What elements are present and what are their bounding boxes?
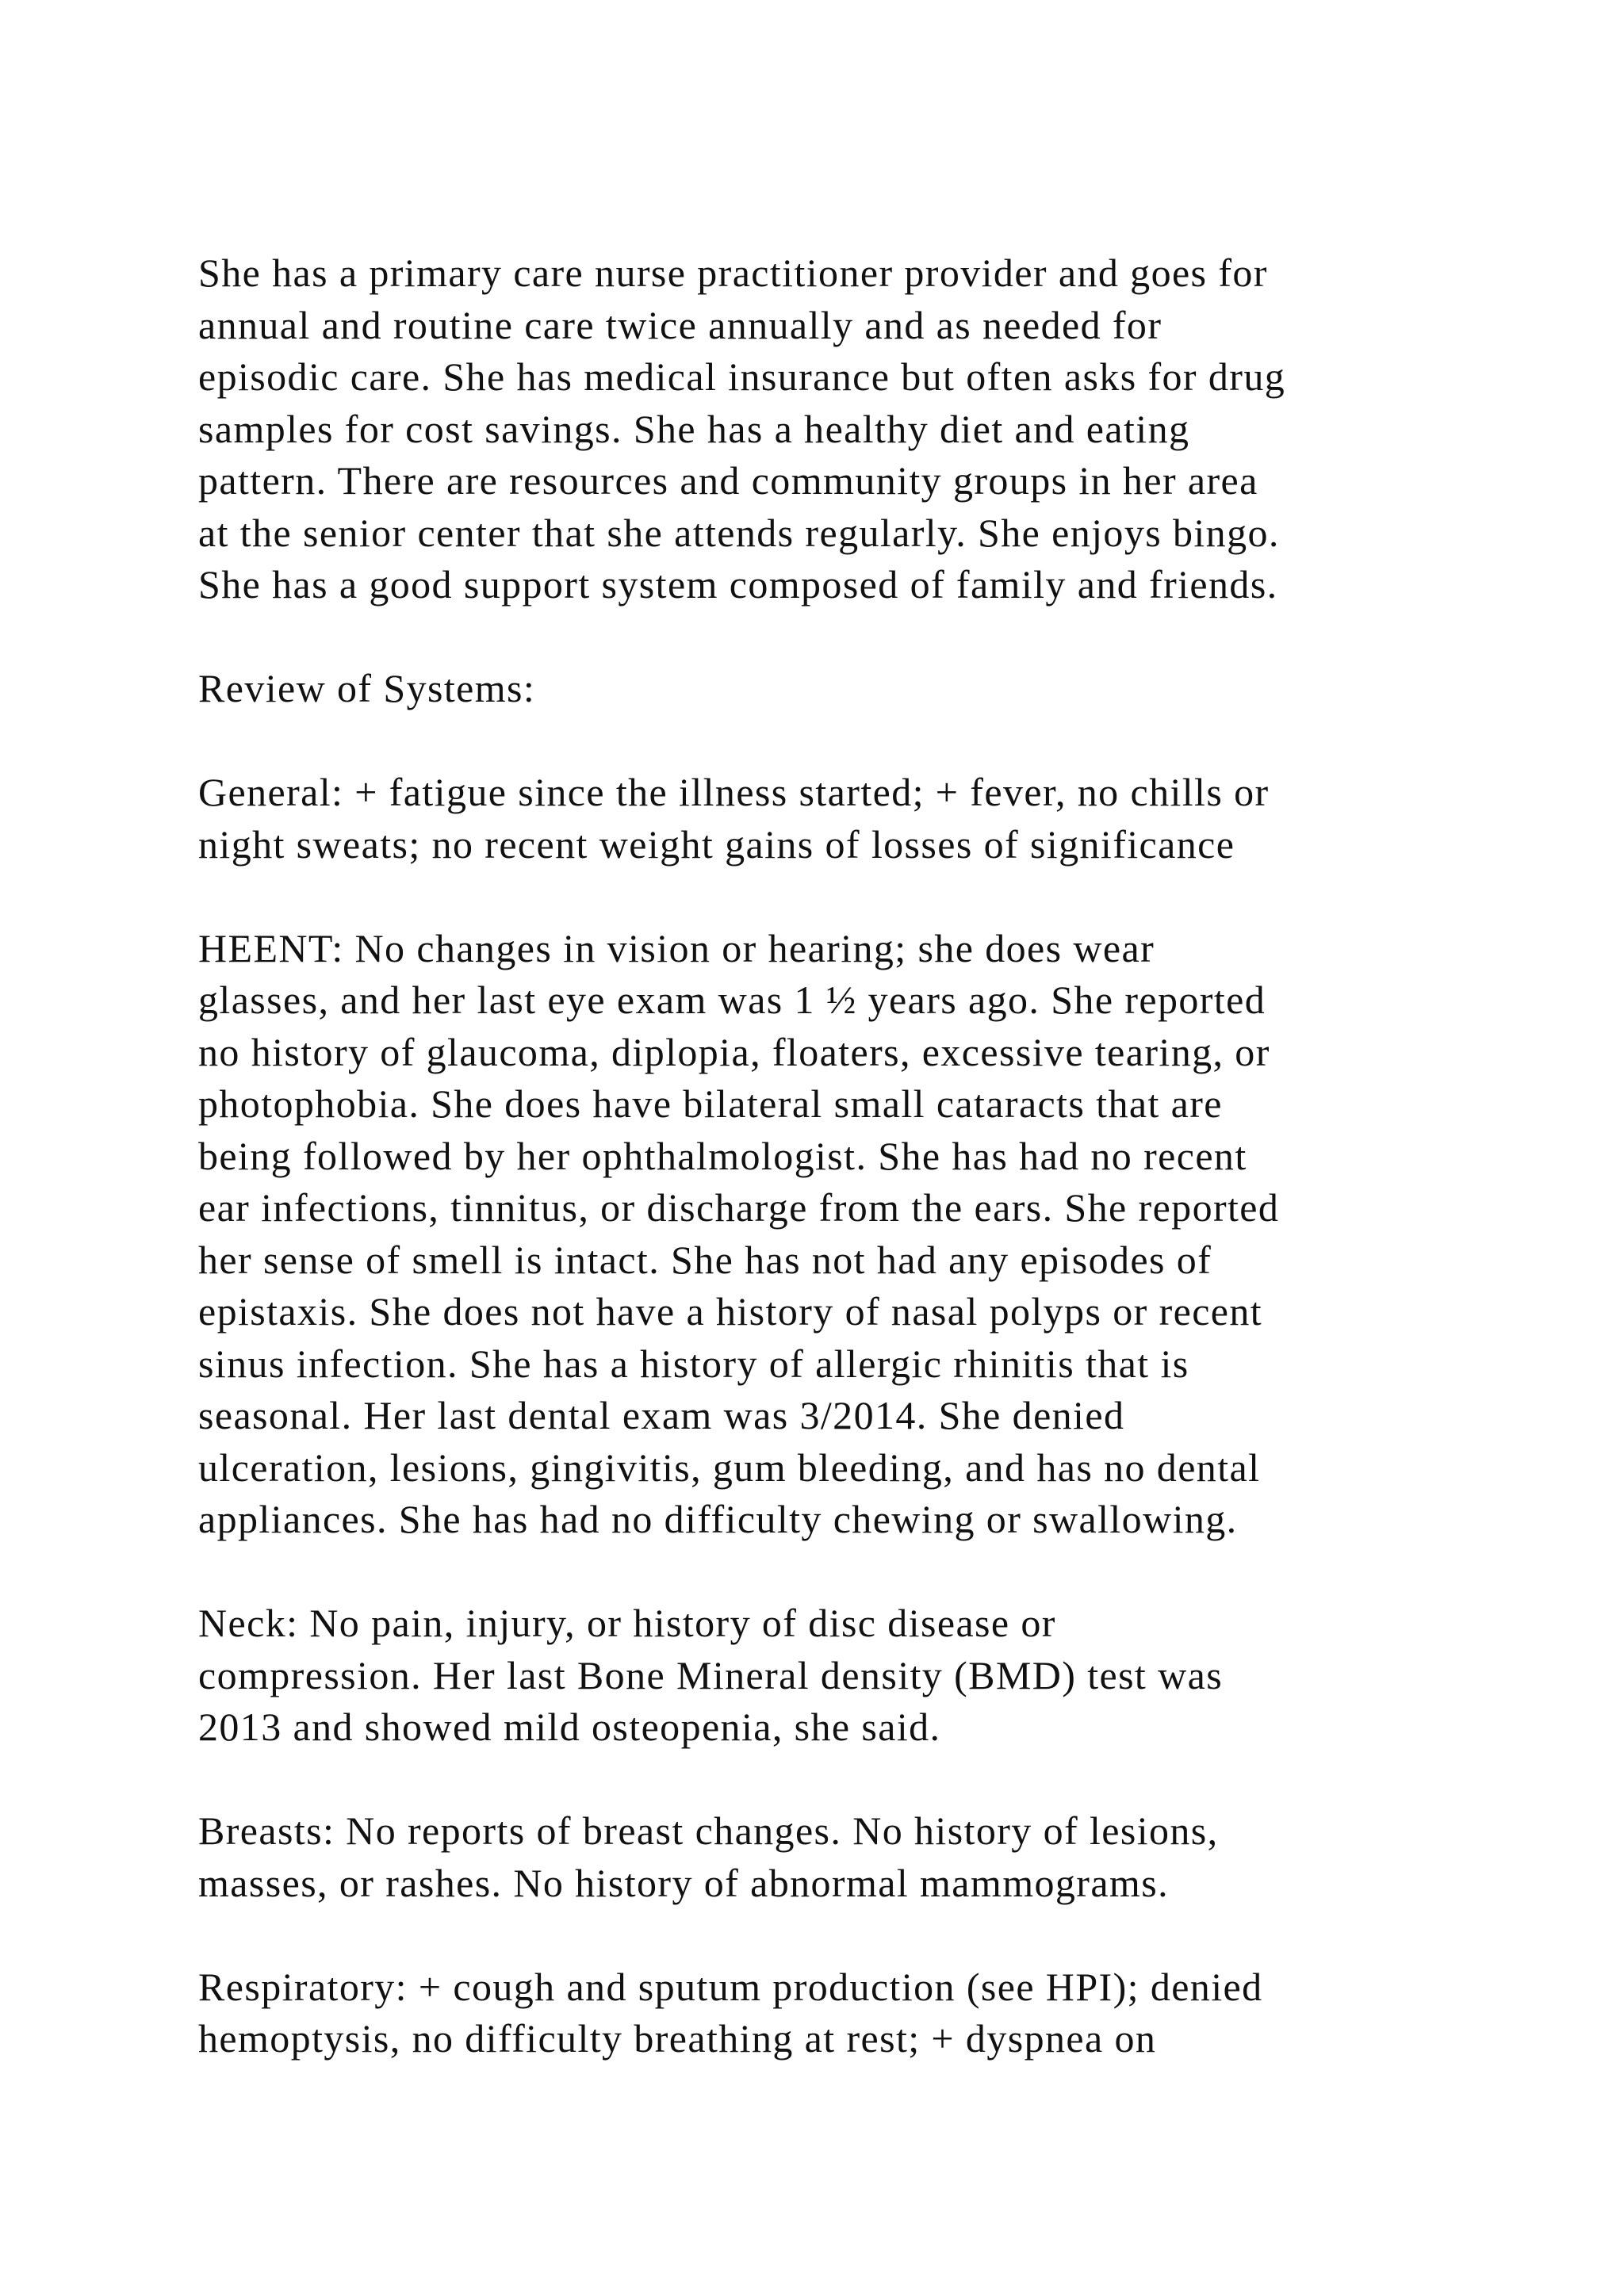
paragraph-breasts <box>198 1805 1467 1909</box>
text-line: Review of Systems: <box>198 666 536 710</box>
text-line: at the senior center that she attends regularly. She enjoys bingo. <box>198 510 1280 555</box>
paragraph-social-history <box>198 247 1467 611</box>
text-line: glasses, and her last eye exam was 1 ½ years ago. She reported <box>198 978 1266 1022</box>
text-line: masses, or rashes. No history of abnormal mammograms. <box>198 1860 1169 1905</box>
paragraph-respiratory <box>198 1961 1467 2065</box>
text-line: episodic care. She has medical insurance but often asks for drug <box>198 354 1286 399</box>
text-line: being followed by her ophthalmologist. She has had no recent <box>198 1133 1247 1178</box>
text-line: ear infections, tinnitus, or discharge from the ears. She reported <box>198 1185 1280 1230</box>
text-line: Neck: No pain, injury, or history of disc disease or <box>198 1601 1056 1645</box>
text-line: She has a good support system composed of family and friends. <box>198 562 1278 607</box>
text-line: photophobia. She does have bilateral small cataracts that are <box>198 1081 1223 1126</box>
text-line: appliances. She has had no difficulty chewing or swallowing. <box>198 1497 1238 1541</box>
text-line: General: + fatigue since the illness started; + fever, no chills or <box>198 770 1270 814</box>
text-line: her sense of smell is intact. She has not had any episodes of <box>198 1237 1212 1282</box>
review-of-systems-heading <box>198 663 1467 715</box>
text-line: epistaxis. She does not have a history of nasal polyps or recent <box>198 1289 1263 1334</box>
text-line: pattern. There are resources and community groups in her area <box>198 458 1258 503</box>
paragraph-heent <box>198 923 1467 1546</box>
text-line: HEENT: No changes in vision or hearing; she does wear <box>198 925 1155 970</box>
text-line: ulceration, lesions, gingivitis, gum bleeding, and has no dental <box>198 1445 1261 1490</box>
text-line: hemoptysis, no difficulty breathing at rest; + dyspnea on <box>198 2016 1157 2061</box>
text-line: compression. Her last Bone Mineral density (BMD) test was <box>198 1652 1224 1697</box>
text-line: Respiratory: + cough and sputum production (see HPI); denied <box>198 1964 1263 2009</box>
text-line: sinus infection. She has a history of allergic rhinitis that is <box>198 1341 1189 1386</box>
text-line: 2013 and showed mild osteopenia, she said. <box>198 1705 941 1749</box>
document-body <box>198 247 1467 2117</box>
text-line: samples for cost savings. She has a healthy diet and eating <box>198 406 1190 451</box>
text-line: seasonal. Her last dental exam was 3/2014. She denied <box>198 1393 1125 1437</box>
text-line: Breasts: No reports of breast changes. No history of lesions, <box>198 1808 1219 1853</box>
text-line: annual and routine care twice annually and as needed for <box>198 302 1162 347</box>
paragraph-neck <box>198 1598 1467 1754</box>
text-line: She has a primary care nurse practitioner provider and goes for <box>198 251 1268 295</box>
text-line: no history of glaucoma, diplopia, floaters, excessive tearing, or <box>198 1029 1270 1074</box>
paragraph-general <box>198 767 1467 871</box>
text-line: night sweats; no recent weight gains of losses of significance <box>198 821 1235 867</box>
